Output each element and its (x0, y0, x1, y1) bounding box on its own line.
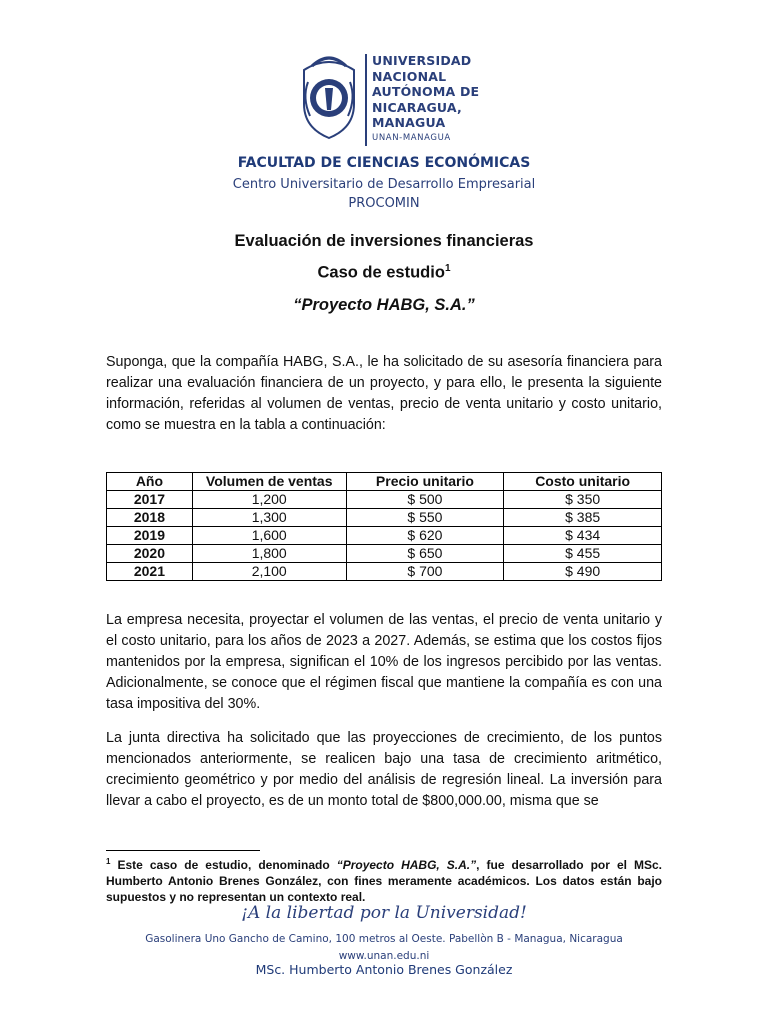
price-cell: $ 620 (346, 527, 504, 545)
author-name: MSc. Humberto Antonio Brenes González (255, 962, 513, 977)
footnote-project-name: “Proyecto HABG, S.A.” (336, 858, 477, 872)
volume-cell: 1,200 (192, 491, 346, 509)
header-divider (365, 54, 367, 146)
university-seal-logo (298, 52, 360, 140)
university-name-line: NACIONAL (372, 68, 447, 84)
price-cell: $ 500 (346, 491, 504, 509)
footnote-mark: 1 (106, 857, 111, 866)
center-block (0, 175, 768, 213)
table-row (107, 491, 662, 509)
sales-data-table (106, 472, 662, 581)
column-header: Año (107, 473, 193, 491)
column-header: Precio unitario (346, 473, 504, 491)
volume-cell: 1,800 (192, 545, 346, 563)
footer-website-link[interactable]: www.unan.edu.ni (338, 950, 430, 962)
university-name-line: UNIVERSIDAD (372, 53, 472, 68)
table-header-row (107, 473, 662, 491)
university-name-line: NICARAGUA, (372, 99, 462, 115)
footer-address: Gasolinera Uno Gancho de Camino, 100 metros al Oeste. Pabellòn B - Managua, Nicaragua (145, 933, 623, 945)
cost-cell: $ 434 (504, 527, 662, 545)
document-title: Evaluación de inversiones financieras (234, 232, 534, 250)
faculty-name: FACULTAD DE CIENCIAS ECONÓMICAS (237, 155, 531, 171)
intro-paragraph: Suponga, que la compañía HABG, S.A., le ha solicitado de su asesoría financiera para realizar una evaluación financiera de un proyecto, y para ello, le presenta la siguiente información, referidas al volumen de ventas, precio de venta unitario y costo unitario, como se muestra en la tabla a continuación: (106, 354, 662, 433)
price-cell: $ 550 (346, 509, 504, 527)
volume-cell: 1,300 (192, 509, 346, 527)
price-cell: $ 700 (346, 563, 504, 581)
footer-contact (0, 931, 768, 965)
cost-cell: $ 455 (504, 545, 662, 563)
university-name (372, 53, 479, 145)
table-row (107, 545, 662, 563)
university-motto: ¡A la libertad por la Universidad! (241, 903, 527, 923)
year-cell: 2021 (107, 563, 193, 581)
year-cell: 2019 (107, 527, 193, 545)
board-paragraph: La junta directiva ha solicitado que las proyecciones de crecimiento, de los puntos mencionados anteriormente, se realicen bajo una tasa de crecimiento aritmético, crecimiento geométrico y por medio del análisis de regresión lineal. La inversión para llevar a cabo el proyecto, es de un monto total de $800,000.00, misma que se (106, 730, 662, 809)
projection-paragraph: La empresa necesita, proyectar el volumen de las ventas, el precio de venta unitario y el costo unitario, para los años de 2023 a 2027. Además, se estima que los costos fijos mantenidos por la empresa, significan el 10% de los ingresos percibido por las ventas. Adicionalmente, se conoce que el régimen fiscal que mantiene la compañía es con una tasa impositiva del 30%. (106, 612, 662, 712)
table-row (107, 563, 662, 581)
university-short-name: UNAN-MANAGUA (372, 132, 451, 143)
column-header: Volumen de ventas (192, 473, 346, 491)
footnote-separator (106, 850, 260, 851)
footnote-ref: 1 (444, 263, 451, 274)
volume-cell: 2,100 (192, 563, 346, 581)
footnote-text: Este caso de estudio, denominado (110, 858, 337, 872)
center-name: Centro Universitario de Desarrollo Empresarial (232, 177, 536, 192)
year-cell: 2017 (107, 491, 193, 509)
price-cell: $ 650 (346, 545, 504, 563)
year-cell: 2020 (107, 545, 193, 563)
footnote-text: , fue desarrollado por el MSc. Humberto Antonio Brenes González, con fines meramente académicos. Los datos están bajo supuestos y no representan un contexto real. (106, 858, 663, 904)
program-name: PROCOMIN (348, 196, 420, 211)
project-name: “Proyecto HABG, S.A.” (293, 296, 475, 314)
university-name-line: AUTÓNOMA DE (372, 84, 480, 99)
university-name-line: MANAGUA (372, 115, 446, 130)
footnote (106, 854, 662, 905)
cost-cell: $ 490 (504, 563, 662, 581)
table-row (107, 527, 662, 545)
table-row (107, 509, 662, 527)
year-cell: 2018 (107, 509, 193, 527)
volume-cell: 1,600 (192, 527, 346, 545)
cost-cell: $ 350 (504, 491, 662, 509)
column-header: Costo unitario (504, 473, 662, 491)
case-study-heading (0, 263, 768, 283)
cost-cell: $ 385 (504, 509, 662, 527)
case-study-label: Caso de estudio (317, 263, 445, 282)
